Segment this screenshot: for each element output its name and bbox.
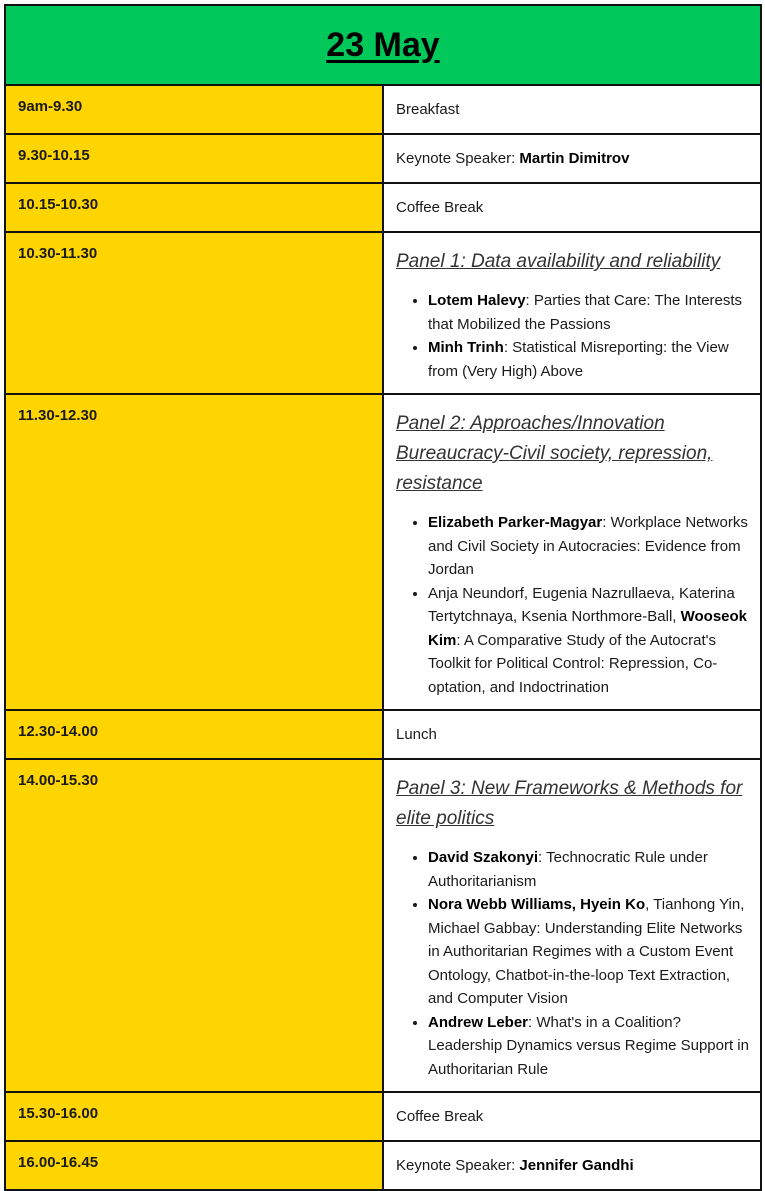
session-text: Breakfast [383, 85, 761, 134]
page-title: 23 May [326, 25, 440, 64]
talk-title: : Parties that Care: The Interests that Mobilized the Passions [428, 292, 743, 333]
schedule-table [4, 4, 762, 1191]
talk-item [428, 289, 750, 336]
keynote-label: Keynote Speaker: [396, 150, 520, 167]
talk-item [428, 582, 750, 700]
time-cell: 9.30-10.15 [5, 134, 383, 183]
title-row [5, 5, 761, 85]
time-cell: 11.30-12.30 [5, 394, 383, 710]
talk-authors: Lotem Halevy [428, 292, 526, 309]
keynote-speaker: Jennifer Gandhi [519, 1157, 634, 1174]
session-cell [383, 1141, 761, 1190]
panel-cell [383, 759, 761, 1092]
session-text: Lunch [383, 710, 761, 759]
panel-cell [383, 394, 761, 710]
session-cell [383, 134, 761, 183]
table-row [5, 710, 761, 759]
talk-item [428, 846, 750, 893]
keynote-speaker: Martin Dimitrov [519, 150, 630, 167]
talk-title: : What's in a Coalition? Leadership Dynamics versus Regime Support in Authoritarian Rule [428, 1013, 749, 1078]
talk-item [428, 1011, 750, 1082]
talk-authors: Elizabeth Parker-Magyar [428, 514, 603, 531]
panel-cell [383, 232, 761, 394]
table-row [5, 394, 761, 710]
time-cell: 14.00-15.30 [5, 759, 383, 1092]
table-row [5, 232, 761, 394]
talk-authors: Minh Trinh [428, 339, 504, 356]
table-row [5, 1141, 761, 1190]
session-text: Coffee Break [383, 183, 761, 232]
table-row [5, 85, 761, 134]
table-row [5, 759, 761, 1092]
table-row [5, 134, 761, 183]
talk-authors: Wooseok Kim [428, 608, 748, 649]
talk-title: : A Comparative Study of the Autocrat's Toolkit for Political Control: Repression, Co-optation, and Indoctrination [428, 631, 718, 696]
table-row [5, 183, 761, 232]
talk-coauthors: Anja Neundorf, Eugenia Nazrullaeva, Katerina Tertytchnaya, Ksenia Northmore-Ball, [428, 584, 735, 625]
time-cell: 10.15-10.30 [5, 183, 383, 232]
talk-item [428, 511, 750, 582]
panel-title: Panel 1: Data availability and reliability [396, 251, 721, 272]
talk-title: : Statistical Misreporting: the View from (Very High) Above [428, 339, 729, 380]
time-cell: 10.30-11.30 [5, 232, 383, 394]
talk-authors: Nora Webb Williams, Hyein Ko [428, 896, 646, 913]
keynote-label: Keynote Speaker: [396, 1157, 520, 1174]
panel-title: Panel 2: Approaches/Innovation Bureaucracy-Civil society, repression, resistance [396, 413, 713, 494]
talk-list [396, 846, 750, 1081]
time-cell: 12.30-14.00 [5, 710, 383, 759]
title-cell [5, 5, 761, 85]
time-cell: 15.30-16.00 [5, 1092, 383, 1141]
talk-item [428, 336, 750, 383]
talk-title: , Tianhong Yin, Michael Gabbay: Understanding Elite Networks in Authoritarian Regimes with a Custom Event Ontology, Chatbot-in-the-loop Text Extraction, and Computer Vision [428, 896, 745, 1007]
talk-list [396, 289, 750, 383]
session-text: Coffee Break [383, 1092, 761, 1141]
talk-title: : Technocratic Rule under Authoritarianism [428, 849, 708, 890]
talk-authors: Andrew Leber [428, 1013, 529, 1031]
time-cell: 9am-9.30 [5, 85, 383, 134]
panel-title: Panel 3: New Frameworks & Methods for elite politics [396, 778, 743, 829]
talk-authors: David Szakonyi [428, 849, 539, 866]
talk-item [428, 893, 750, 1011]
talk-list [396, 511, 750, 699]
time-cell: 16.00-16.45 [5, 1141, 383, 1190]
table-row [5, 1092, 761, 1141]
talk-title: : Workplace Networks and Civil Society in Autocracies: Evidence from Jordan [428, 514, 748, 578]
